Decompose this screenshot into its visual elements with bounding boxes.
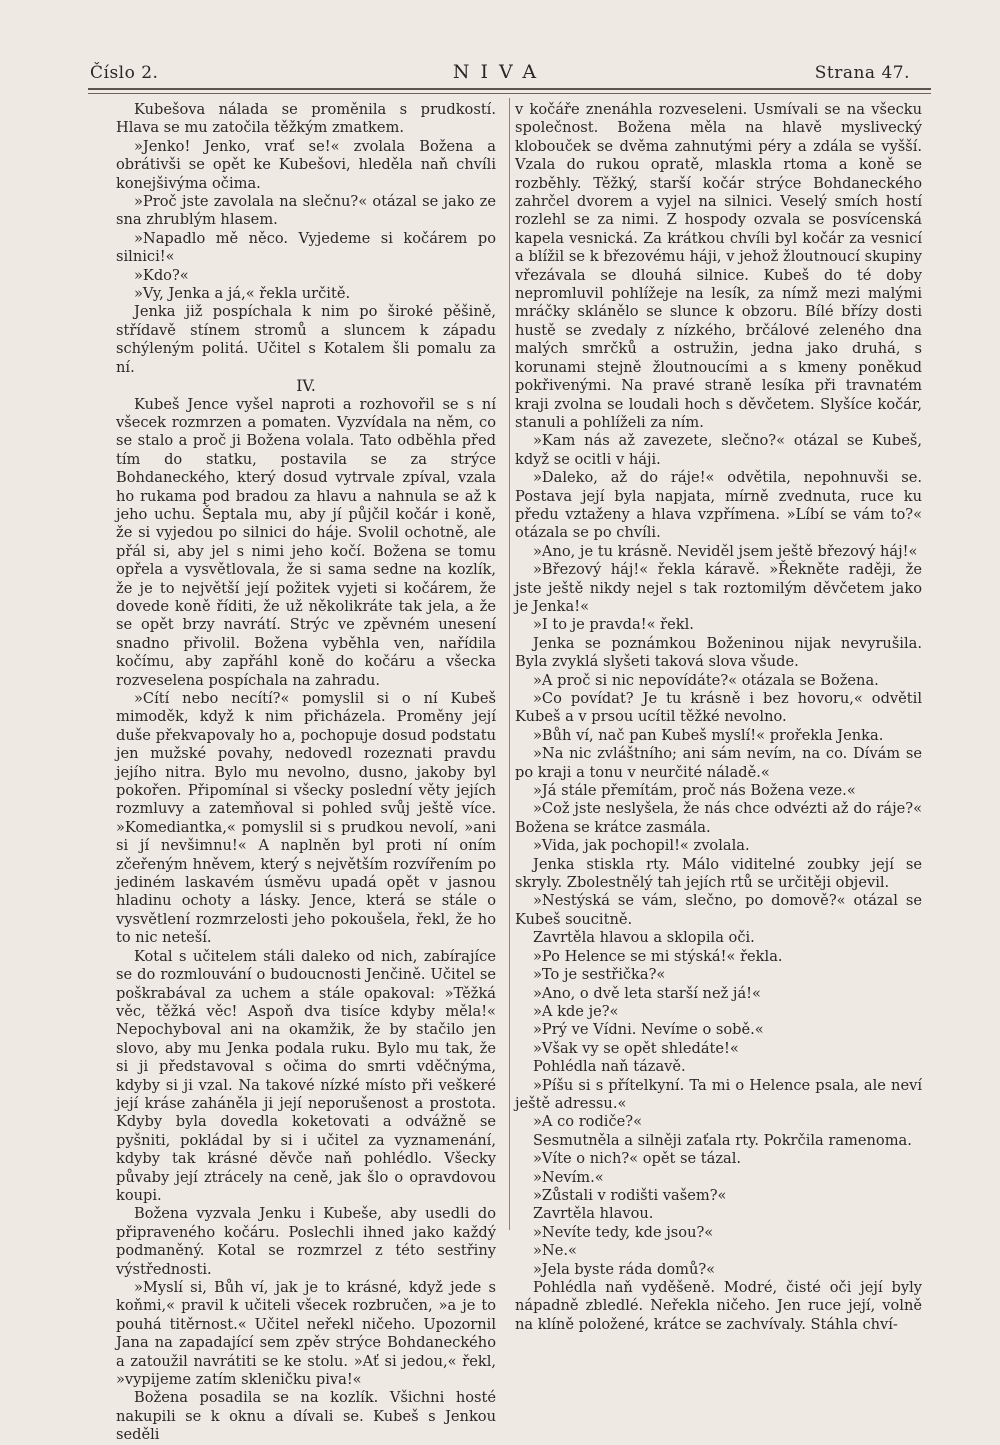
section-heading: IV. (296, 377, 316, 396)
right-column (515, 101, 922, 1334)
paragraph: »Napadlo mě něco. Vyjedeme si kočárem po silnici!« (116, 229, 496, 266)
paragraph: »Cítí nebo necítí?« pomyslil si o ní Kubeš mimoděk, když k nim přicházela. Proměny její duše překvapovaly ho a, pochopuje dosud podstatu jen mužské povahy, nedovedl rozeznati pravdu jejího nitra. Bylo mu nevolno, dusno, jakoby byl pokořen. Připomínal si všecky poslední věty jejích rozmluvy a zatemňoval si pohled svůj ještě více. »Komediantka,« pomyslil si s prudkou nevolí, »ani si jí nevšimnu!« A naplněn byl proti ní oním zčeřeným hněvem, který s největším rozvířením po jediném laskavém úsměvu upadá opět v jasnou hladinu ochoty a lásky. Jence, která se stále o vysvětlení rozmrzelosti jeho pokoušela, řekl, že ho to nic neteší. (116, 690, 496, 947)
paragraph: »A proč si nic nepovídáte?« otázala se Božena. (533, 671, 879, 689)
paragraph: »Na nic zvláštního; ani sám nevím, na co. Dívám se po kraji a tonu v neurčité náladě.« (515, 745, 922, 781)
paragraph: Pohlédla naň vyděšeně. Modré, čisté oči její byly nápadně zbledlé. Neřekla ničeho. Jen ruce její, volně na klíně položené, krátce se zachvívaly. Stáhla chví- (515, 1279, 922, 1333)
paragraph: Jenka se poznámkou Boženinou nijak nevyrušila. Byla zvyklá slyšeti taková slova všude. (515, 634, 922, 671)
magazine-title: NIVA (452, 61, 548, 83)
paragraph: Jenka stiskla rty. Málo viditelné zoubky její se skryly. Zbolestnělý tah jejích rtů se určitěji objevil. (515, 855, 922, 892)
paragraph: Jenka již pospíchala k nim po široké pěšině, střídavě stínem stromů a sluncem k západu schýleným politá. Učitel s Kotalem šli pomalu za ní. (116, 303, 496, 376)
paragraph: »A co rodiče?« (533, 1113, 643, 1131)
paragraph: »Ne.« (533, 1242, 577, 1260)
paragraph: »Nestýská se vám, slečno, po domově?« otázal se Kubeš soucitně. (515, 892, 922, 928)
page-number: Strana 47. (814, 63, 910, 83)
paragraph: »Víte o nich?« opět se tázal. (533, 1150, 742, 1168)
paragraph: »Já stále přemítám, proč nás Božena veze.« (533, 782, 856, 800)
header-rule-thick (88, 88, 931, 90)
paragraph: »Kam nás až zavezete, slečno?« otázal se Kubeš, když se ocitli v háji. (515, 432, 922, 468)
paragraph: »Březový háj!« řekla káravě. »Řekněte raději, že jste ještě nikdy nejel s tak roztomilým děvčetem jako je Jenka!« (515, 561, 922, 615)
paragraph: »Ano, je tu krásně. Neviděl jsem ještě březový háj!« (533, 542, 918, 560)
paragraph: »Jela byste ráda domů?« (533, 1260, 716, 1278)
paragraph: »A kde je?« (533, 1002, 619, 1020)
paragraph: »Zůstali v rodišti vašem?« (533, 1186, 727, 1204)
paragraph: »Nevíte tedy, kde jsou?« (533, 1223, 714, 1241)
paragraph: »Píšu si s přítelkyní. Ta mi o Helence psala, ale neví ještě adressu.« (515, 1076, 922, 1112)
paragraph: Kubešova nálada se proměnila s prudkostí. Hlava se mu zatočila těžkým zmatkem. (116, 101, 496, 137)
paragraph: v kočáře znenáhla rozveseleni. Usmívali se na všecku společnost. Božena měla na hlavě myslivecký klobouček se dvěma zahnutými péry a zdála se vyšší. Vzala do rukou opratě, mlaskla rtoma a koně se rozběhly. Těžký, starší kočár strýce Bohdaneckého zahrčel dvorem a vyjel na silnici. Veselý smích hostí rozlehl se za nimi. Z hospody ozvala se posvícenská kapela vesnická. Za krátkou chvíli byl kočár za vesnicí a blížil se k březovému háji, v jehož žloutnoucí skupiny vřezávala se dlouhá silnice. Kubeš do té doby nepromluvil pohlížeje na lesík, za nímž mezi malými mráčky sklánělo se slunce k obzoru. Bílé břízy dosti hustě se zvedaly z nízkého, brčálové zeleného dna malých smrčků a ostružin, jedna jako druhá, s korunami stejně žloutnoucími a s kmeny poněkud pokřivenými. Na pravé straně lesíka při travnatém kraji zvolna se loudali hoch s děvčetem. Slyšíce kočár, stanuli a pohlíželi za ním. (515, 101, 922, 431)
paragraph: Sesmutněla a silněji zaťala rty. Pokrčila ramenoma. (533, 1131, 912, 1149)
paragraph: »Prý ve Vídni. Nevíme o sobě.« (533, 1021, 764, 1039)
paragraph: »Vida, jak pochopil!« zvolala. (533, 837, 750, 855)
paragraph: »Vy, Jenka a já,« řekla určitě. (134, 285, 351, 303)
paragraph: Zavrtěla hlavou a sklopila oči. (533, 929, 755, 947)
column-divider (509, 98, 510, 1230)
header-rule-thin (88, 93, 931, 94)
paragraph: »Proč jste zavolala na slečnu?« otázal se jako ze sna zhrublým hlasem. (116, 193, 496, 229)
paragraph: »Bůh ví, nač pan Kubeš myslí!« prořekla Jenka. (533, 726, 884, 744)
paragraph: »I to je pravda!« řekl. (533, 616, 694, 634)
paragraph: »Po Helence se mi stýská!« řekla. (533, 947, 783, 965)
left-column (116, 101, 496, 1445)
paragraph: »Myslí si, Bůh ví, jak je to krásné, když jede s koňmi,« pravil k učiteli všecek rozbručen, »a je to pouhá titěrnost.« Učitel neřekl ničeho. Upozornil Jana na zapadající sem zpěv strýce Bohdaneckého a zatoužil navrátiti se ke stolu. »Ať si jedou,« řekl, »vypijeme zatím skleničku piva!« (116, 1279, 496, 1389)
paragraph: »Daleko, až do ráje!« odvětila, nepohnuvši se. Postava její byla napjata, mírně zvednuta, ruce ku předu vztaženy a hlava vzpřímena. »Líbí se vám to?« otázala se po chvíli. (515, 469, 922, 542)
paragraph: Božena vyzvala Jenku i Kubeše, aby usedli do připraveného kočáru. Poslechli ihned jako každý podmaněný. Kotal se rozmrzel z této sestřiny výstřednosti. (116, 1205, 496, 1278)
paragraph: »Což jste neslyšela, že nás chce odvézti až do ráje?« Božena se krátce zasmála. (515, 800, 922, 836)
paragraph: Kubeš Jence vyšel naproti a rozhovořil se s ní všecek rozmrzen a pomaten. Vyzvídala na něm, co se stalo a proč ji Božena volala. Tato odběhla před tím do statku, postavila se za strýce Bohdaneckého, který dosud vytrvale zpíval, vzala ho rukama pod bradou za hlavu a nahnula se až k jeho uchu. Šeptala mu, aby jí půjčil kočár i koně, že si vyjedou po silnici do háje. Svolil ochotně, ale přál si, aby jel s nimi jeho kočí. Božena se tomu opřela a vysvětlovala, že si sama sedne na kozlík, že je to největší její požitek vyjeti si kočárem, že dovede koně říditi, že už několikráte tak jela, a že se opět brzy navrátí. Strýc ve zpěvném unesení snadno přivolil. Božena vyběhla ven, nařídila kočímu, aby zapřáhl koně do kočáru a všecka rozveselena pospíchala na zahradu. (116, 395, 496, 689)
issue-number: Číslo 2. (90, 63, 159, 83)
paragraph: »Jenko! Jenko, vrať se!« zvolala Božena a obrátivši se opět ke Kubešovi, hleděla naň chvíli konejšivýma očima. (116, 137, 496, 192)
paragraph: Božena posadila se na kozlík. Všichni hosté nakupili se k oknu a dívali se. Kubeš s Jenkou seděli (116, 1389, 496, 1444)
paragraph: »Co povídat? Je tu krásně i bez hovoru,« odvětil Kubeš a v prsou ucítil těžké nevolno. (515, 690, 922, 726)
paragraph: Pohlédla naň tázavě. (533, 1058, 686, 1076)
paragraph: »Však vy se opět shledáte!« (533, 1039, 739, 1057)
paragraph: Kotal s učitelem stáli daleko od nich, zabírajíce se do rozmlouvání o budoucnosti Jenčině. Učitel se poškrabával za uchem a stále opakoval: »Těžká věc, těžká věc! Aspoň dva tisíce kdyby měla!« Nepochyboval ani na okamžik, že by stačilo jen slovo, aby mu Jenka podala ruku. Bylo mu tak, že si ji představoval s očima do smrti vděčnýma, kdyby si ji vzal. Na takové nízké místo při veškeré její kráse zaháněla ji její neporušenost a prostota. Kdyby byla dovedla koketovati a odvážně se pyšniti, pokládal by si i učitel za vyznamenání, kdyby tak krásné děvče naň pohlédlo. Všecky půvaby její ztrácely na ceně, jak šlo o opravdovou koupi. (116, 947, 496, 1204)
paragraph: Zavrtěla hlavou. (533, 1205, 654, 1223)
paragraph: »Kdo?« (134, 266, 189, 284)
paragraph: »Ano, o dvě leta starší než já!« (533, 984, 761, 1002)
paragraph: »To je sestřička?« (533, 966, 666, 984)
paragraph: »Nevím.« (533, 1168, 604, 1186)
